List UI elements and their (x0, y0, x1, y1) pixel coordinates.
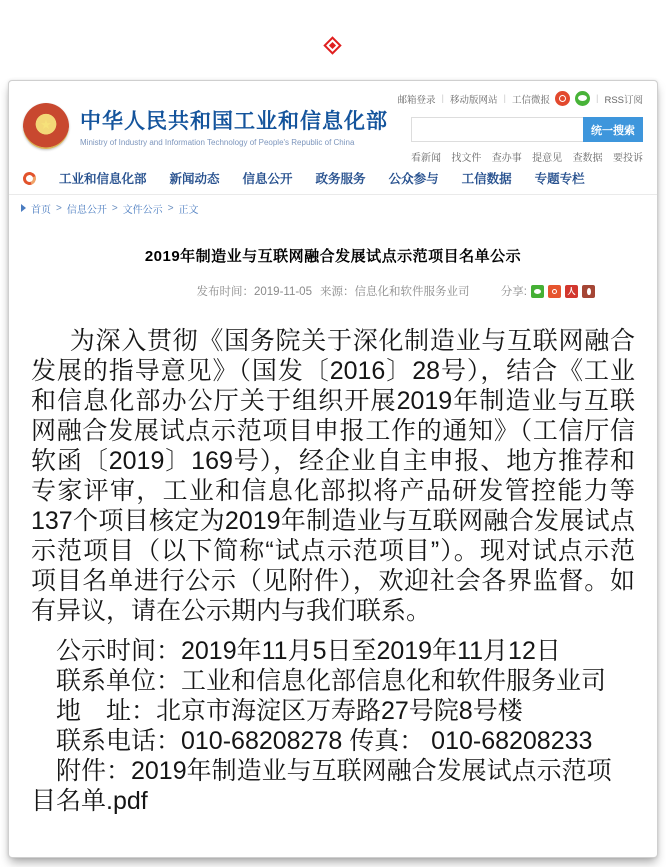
publish-time-label: 发布时间： (196, 286, 254, 298)
quick-link-complaints[interactable]: 要投诉 (612, 153, 643, 164)
breadcrumb-document-announcements[interactable]: 文件公示 (122, 204, 163, 216)
main-nav (23, 165, 643, 191)
share-qzone-icon[interactable] (582, 285, 595, 298)
phone-fax-line: 联系电话：010-68208278 传真： 010-68208233 (56, 727, 593, 755)
search-row (411, 117, 643, 142)
national-emblem-icon (23, 103, 69, 149)
breadcrumb-separator: > (56, 202, 62, 214)
search-block (411, 117, 643, 164)
publish-time-value: 2019-11-05 (254, 286, 312, 298)
breadcrumb-current: 正文 (178, 204, 199, 216)
org-name-block (80, 105, 388, 147)
contact-unit-line: 联系单位：工业和信息化部信息化和软件服务业司 (56, 667, 607, 695)
miit-page-card (8, 80, 658, 858)
nav-item-gov-services[interactable]: 政务服务 (315, 172, 366, 186)
diamond-inner (329, 42, 336, 49)
share-weibo-icon[interactable] (548, 285, 561, 298)
org-name-en: Ministry of Industry and Information Technology of People's Republic of China (80, 138, 355, 147)
wechat-icon[interactable] (575, 91, 590, 106)
separator: | (595, 93, 599, 104)
breadcrumb (9, 194, 657, 221)
nav-item-info-disclosure[interactable]: 信息公开 (242, 172, 293, 186)
site-logo[interactable] (23, 103, 388, 149)
share-renren-icon[interactable]: 人 (565, 285, 578, 298)
share-wechat-icon[interactable] (531, 285, 544, 298)
miit-gear-icon (21, 169, 38, 186)
article-meta (31, 283, 635, 299)
topbar-link-mail-login[interactable]: 邮箱登录 (397, 94, 436, 106)
separator: | (503, 93, 506, 104)
breadcrumb-home[interactable]: 首页 (31, 204, 51, 216)
quick-links (411, 149, 643, 164)
quick-link-news[interactable]: 看新闻 (411, 153, 441, 164)
share-label: 分享: (500, 286, 527, 298)
org-name-cn: 中华人民共和国工业和信息化部 (80, 110, 388, 133)
share-group (501, 283, 595, 299)
quick-link-services[interactable]: 查办事 (491, 153, 522, 164)
topbar-link-mobile-site[interactable]: 移动版网站 (449, 94, 498, 106)
address-line: 地 址：北京市海淀区万寿路27号院8号楼 (56, 697, 523, 725)
article-body: 为深入贯彻《国务院关于深化制造业与互联网融合发展的指导意见》（国发〔2016〕28号），结合《工业和信息化部办公厅关于组织开展2019年制造业与互联网融合发展试点示范项目申报工作的通知》（工信厅信软函〔2019〕169号），经企业自主申报、地方推荐和专家评审，工业和信息化部拟将产品研发管控能力等137个项目核定为2019年制造业与互联网融合发展试点示范项目（以下简称“试点示范项目”）。现对试点示范项目名单进行公示（见附件），欢迎社会各界监督。如有异议，请在公示期内与我们联系。 (31, 327, 635, 625)
nav-item-gongxin-data[interactable]: 工信数据 (461, 172, 512, 186)
emblem-star-icon: ★ (40, 117, 52, 132)
page-title: 2019年制造业与互联网融合发展试点示范项目名单公示 (144, 248, 522, 265)
announcement-period-line: 公示时间：2019年11月5日至2019年11月12日 (56, 637, 561, 665)
quick-link-documents[interactable]: 找文件 (451, 153, 482, 164)
nav-item-news[interactable]: 新闻动态 (169, 172, 220, 186)
nav-item-public-participation[interactable]: 公众参与 (388, 172, 439, 186)
unified-search-button[interactable]: 统一搜索 (583, 117, 643, 142)
contact-block (31, 636, 635, 816)
search-input[interactable] (411, 117, 583, 142)
quick-link-suggestions[interactable]: 提意见 (532, 153, 563, 164)
topbar-link-gongxin-weibo[interactable]: 工信微报 (511, 94, 550, 106)
diamond-decoration-icon (323, 36, 341, 54)
nav-item-special-topics[interactable]: 专题专栏 (534, 172, 585, 186)
breadcrumb-separator: > (167, 202, 174, 214)
separator: | (441, 93, 444, 104)
attachment-link[interactable]: 附件：2019年制造业与互联网融合发展试点示范项目名单.pdf (31, 757, 612, 815)
source-value: 信息化和软件服务业司 (354, 286, 470, 298)
breadcrumb-home-icon (21, 204, 26, 212)
topbar (398, 91, 644, 106)
topbar-link-rss[interactable]: RSS订阅 (604, 94, 643, 106)
weibo-icon[interactable] (555, 91, 570, 106)
breadcrumb-separator: > (111, 202, 118, 214)
quick-link-data[interactable]: 查数据 (572, 153, 603, 164)
nav-item-miit[interactable]: 工业和信息化部 (59, 172, 147, 186)
source-label: 来源： (319, 286, 355, 298)
breadcrumb-info-disclosure[interactable]: 信息公开 (66, 204, 107, 216)
article (9, 221, 657, 857)
